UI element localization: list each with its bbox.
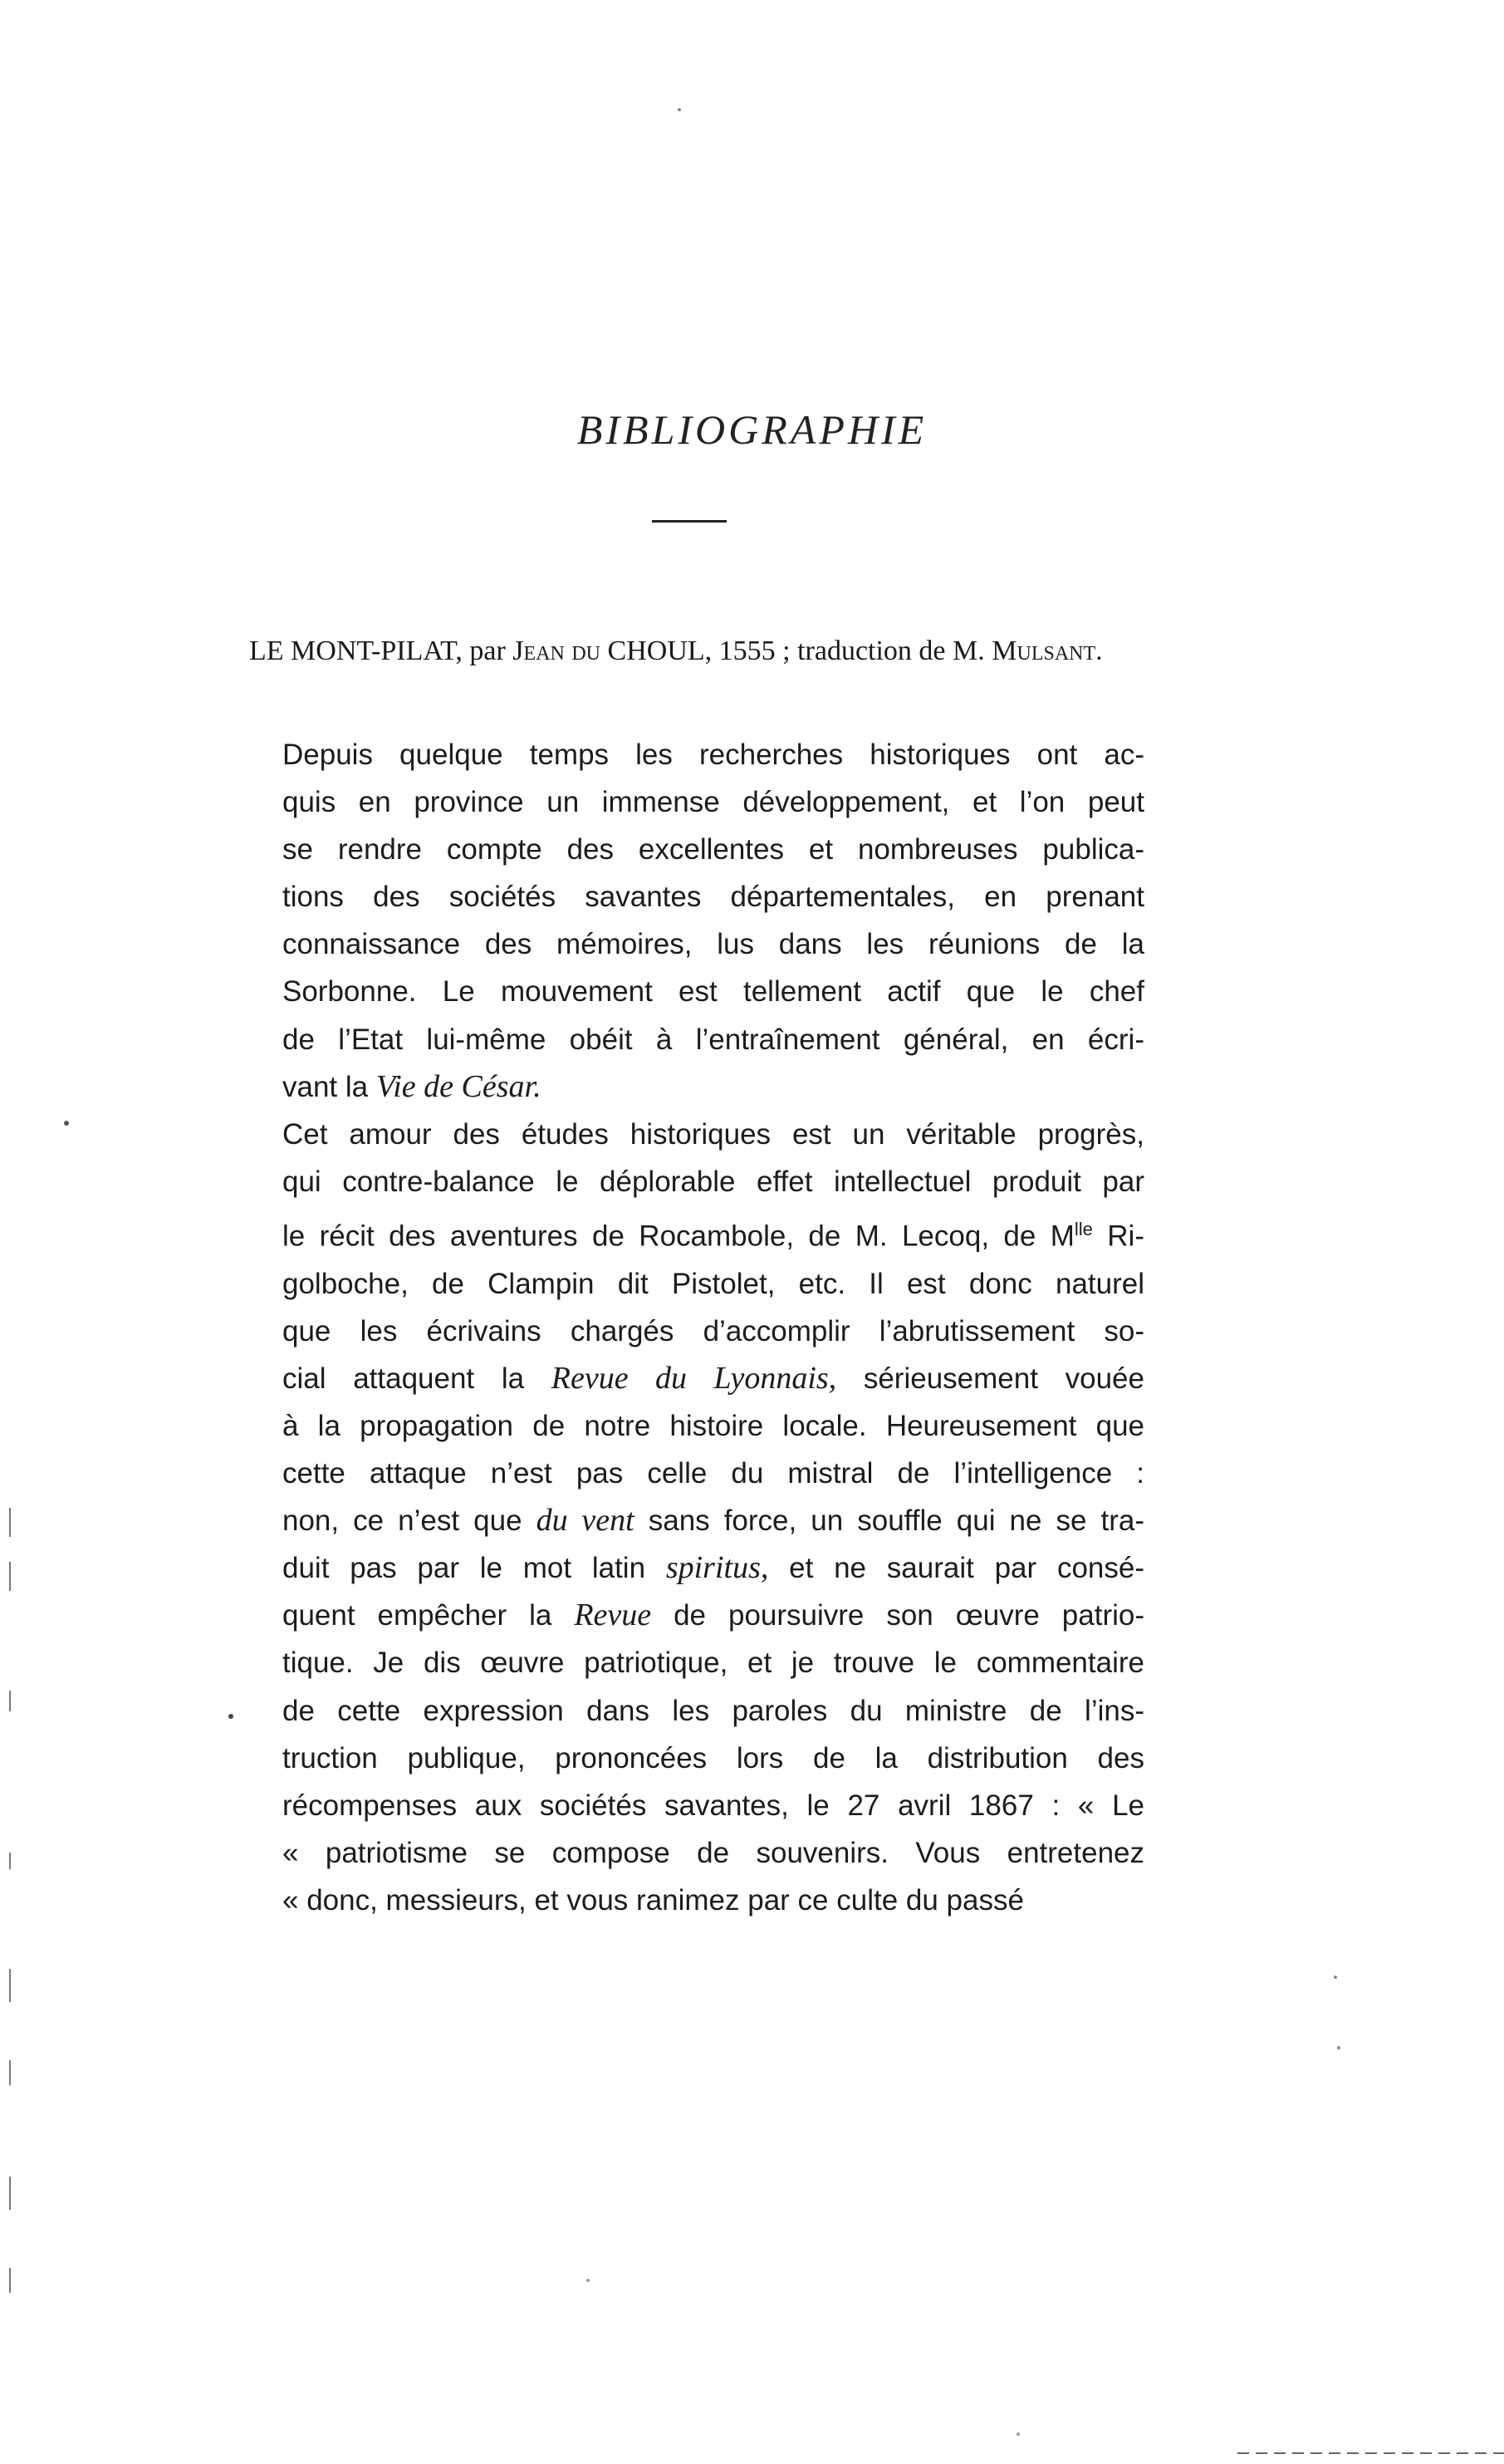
paragraph-line: de l’Etat lui-même obéit à l’entraînement général, en écri- (282, 1023, 1144, 1056)
line-text: cial attaquent la (282, 1362, 551, 1395)
superscript-text: lle (1074, 1218, 1093, 1239)
line-text: de poursuivre son œuvre patrio- (651, 1599, 1144, 1632)
section-title: BIBLIOGRAPHIE (576, 406, 928, 453)
body-text (247, 731, 1144, 1924)
paragraph-line: à la propagation de notre histoire locale. Heureusement que (282, 1409, 1144, 1442)
paragraph-line (247, 1205, 1144, 1260)
paragraph-line: de cette expression dans les paroles du ministre de l’ins- (282, 1694, 1144, 1727)
scan-speck (1017, 2432, 1020, 2436)
line-text: duit pas par le mot latin (282, 1552, 666, 1585)
paragraph-line: Depuis quelque temps les recherches historiques ont ac- (282, 739, 1144, 771)
scan-speck (228, 1714, 233, 1719)
line-text: sérieusement vouée (836, 1362, 1144, 1395)
paragraph-line: tique. Je dis œuvre patriotique, et je trouve le commentaire (282, 1647, 1144, 1680)
scan-speck (678, 108, 681, 111)
paragraph-line (247, 1355, 1144, 1402)
italic-text: Revue du Lyonnais, (551, 1360, 837, 1396)
paragraph-line: quis en province un immense développement, et l’on peut (282, 786, 1144, 819)
paragraph-line: truction publique, prononcées lors de la distribution des (282, 1741, 1144, 1774)
paragraph-line: cette attaque n’est pas celle du mistral de l’intelligence : (282, 1457, 1144, 1490)
italic-book-title: Vie de César. (375, 1068, 541, 1104)
line-text: quent empêcher la (282, 1599, 575, 1632)
paragraph-line: Sorbonne. Le mouvement est tellement actif que le chef (282, 975, 1144, 1009)
paragraph-line: « patriotisme se compose de souvenirs. Vous entretenez (282, 1836, 1144, 1869)
scan-speck (1337, 2046, 1340, 2049)
paragraph-line (247, 1592, 1144, 1639)
line-text: Ri- (1092, 1220, 1144, 1253)
scan-speck (64, 1121, 69, 1126)
scan-speck (1334, 1976, 1337, 1979)
line-text: non, ce n’est que (282, 1504, 536, 1538)
scan-speck (586, 2279, 590, 2282)
paragraph-line (247, 1544, 1144, 1592)
title-rule-divider (652, 520, 727, 523)
paragraph-line: tions des sociétés savantes départementales, en prenant (282, 881, 1144, 914)
entry-translator: Mulsant. (992, 636, 1103, 666)
line-text: vant la (282, 1070, 376, 1103)
italic-text: spiritus, (665, 1550, 769, 1586)
entry-prefix: LE MONT-PILAT, par (249, 636, 513, 666)
paragraph-line: récompenses aux sociétés savantes, le 27 avril 1867 : « Le (282, 1789, 1144, 1822)
paragraph-line: « donc, messieurs, et vous ranimez par ce culte du passé (282, 1883, 1024, 1917)
entry-author-last: CHOUL, 1555 ; traduction de M. (600, 636, 992, 666)
italic-text: Revue (574, 1598, 652, 1633)
paragraph-line: Cet amour des études historiques est un véritable progrès, (282, 1117, 1144, 1151)
entry-author-first: Jean du (512, 636, 601, 666)
paragraph-line: qui contre-balance le déplorable effet intellectuel produit par (282, 1165, 1144, 1198)
paragraph-line: se rendre compte des excellentes et nombreuses publica- (282, 833, 1144, 866)
paragraph-line (247, 1063, 1144, 1111)
paragraph-1 (247, 731, 1144, 1111)
italic-text: du vent (536, 1503, 634, 1539)
paragraph-2 (247, 1111, 1144, 1924)
bibliographic-entry (249, 636, 1229, 667)
line-text: sans force, un souffle qui ne se tra- (634, 1504, 1144, 1538)
line-text: le récit des aventures de Rocambole, de M. Lecoq, de M (282, 1220, 1075, 1253)
paragraph-line: golboche, de Clampin dit Pistolet, etc. Il est donc naturel (282, 1267, 1144, 1300)
line-text: et ne saurait par consé- (768, 1552, 1144, 1585)
paragraph-line: connaissance des mémoires, lus dans les réunions de la (282, 928, 1144, 961)
paragraph-line (247, 1497, 1144, 1544)
paragraph-line: que les écrivains chargés d’accomplir l’abrutissement so- (282, 1314, 1144, 1347)
